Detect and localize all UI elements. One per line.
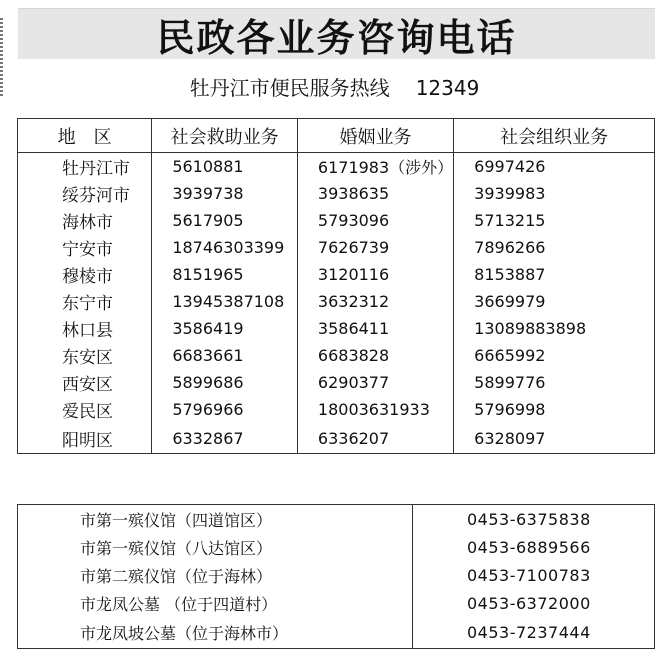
funeral-row — [18, 617, 655, 649]
table-row — [18, 315, 655, 342]
marriage-phone: 18003631933 — [297, 396, 453, 423]
marriage-phone: 3120116 — [297, 261, 453, 288]
table-row — [18, 342, 655, 369]
social-assistance-phone: 5610881 — [152, 153, 298, 181]
social-organization-phone: 8153887 — [454, 261, 655, 288]
funeral-place-name: 市龙凤公墓 （位于四道村） — [18, 589, 413, 617]
hotline-line — [0, 72, 669, 101]
social-assistance-phone: 3586419 — [152, 315, 298, 342]
marriage-phone: 3938635 — [297, 180, 453, 207]
funeral-phone: 0453-7100783 — [413, 561, 655, 589]
table-row — [18, 153, 655, 181]
table-header-row — [18, 119, 655, 153]
social-assistance-phone: 6332867 — [152, 423, 298, 454]
area-cell: 东安区 — [18, 342, 152, 369]
social-organization-phone: 3939983 — [454, 180, 655, 207]
social-assistance-phone: 8151965 — [152, 261, 298, 288]
area-cell: 穆棱市 — [18, 261, 152, 288]
marriage-phone: 7626739 — [297, 234, 453, 261]
marriage-phone: 6336207 — [297, 423, 453, 454]
marriage-phone: 5793096 — [297, 207, 453, 234]
page-title: 民政各业务咨询电话 — [156, 14, 517, 60]
funeral-phone: 0453-6889566 — [413, 533, 655, 561]
header-area: 地 区 — [18, 119, 152, 153]
funeral-place-name: 市第二殡仪馆（位于海林） — [18, 561, 413, 589]
social-assistance-phone: 5796966 — [152, 396, 298, 423]
marriage-phone: 3632312 — [297, 288, 453, 315]
table-row — [18, 423, 655, 454]
table-row — [18, 369, 655, 396]
area-cell: 海林市 — [18, 207, 152, 234]
funeral-row — [18, 561, 655, 589]
funeral-place-name: 市第一殡仪馆（八达馆区） — [18, 533, 413, 561]
area-cell: 牡丹江市 — [18, 153, 152, 181]
social-organization-phone: 5713215 — [454, 207, 655, 234]
funeral-phone: 0453-6375838 — [413, 505, 655, 534]
social-assistance-phone: 3939738 — [152, 180, 298, 207]
funeral-phone: 0453-6372000 — [413, 589, 655, 617]
funeral-row — [18, 589, 655, 617]
table-row — [18, 261, 655, 288]
funeral-place-name: 市龙凤坡公墓（位于海林市） — [18, 617, 413, 649]
funeral-phone: 0453-7237444 — [413, 617, 655, 649]
header-social-assistance: 社会救助业务 — [152, 119, 298, 153]
social-assistance-phone: 5899686 — [152, 369, 298, 396]
header-marriage: 婚姻业务 — [297, 119, 453, 153]
area-cell: 宁安市 — [18, 234, 152, 261]
title-banner — [18, 8, 655, 59]
funeral-place-name: 市第一殡仪馆（四道馆区） — [18, 505, 413, 534]
social-assistance-phone: 13945387108 — [152, 288, 298, 315]
area-cell: 西安区 — [18, 369, 152, 396]
area-cell: 爱民区 — [18, 396, 152, 423]
funeral-phone-table — [17, 504, 655, 649]
social-organization-phone: 6997426 — [454, 153, 655, 181]
social-organization-phone: 13089883898 — [454, 315, 655, 342]
table-row — [18, 234, 655, 261]
table-row — [18, 207, 655, 234]
funeral-row — [18, 505, 655, 534]
social-organization-phone: 7896266 — [454, 234, 655, 261]
social-assistance-phone: 6683661 — [152, 342, 298, 369]
marriage-phone: 3586411 — [297, 315, 453, 342]
funeral-row — [18, 533, 655, 561]
business-phone-table — [17, 118, 655, 454]
social-assistance-phone: 5617905 — [152, 207, 298, 234]
social-organization-phone: 5899776 — [454, 369, 655, 396]
hotline-label: 牡丹江市便民服务热线 — [189, 76, 390, 100]
table-row — [18, 180, 655, 207]
marriage-phone: 6290377 — [297, 369, 453, 396]
header-social-organization: 社会组织业务 — [454, 119, 655, 153]
area-cell: 林口县 — [18, 315, 152, 342]
marriage-phone: 6683828 — [297, 342, 453, 369]
social-organization-phone: 6328097 — [454, 423, 655, 454]
marriage-phone: 6171983（涉外） — [297, 153, 453, 181]
area-cell: 绥芬河市 — [18, 180, 152, 207]
hotline-number: 12349 — [415, 76, 480, 100]
social-organization-phone: 3669979 — [454, 288, 655, 315]
area-cell: 东宁市 — [18, 288, 152, 315]
social-organization-phone: 5796998 — [454, 396, 655, 423]
table-row — [18, 396, 655, 423]
table-row — [18, 288, 655, 315]
social-assistance-phone: 18746303399 — [152, 234, 298, 261]
area-cell: 阳明区 — [18, 423, 152, 454]
social-organization-phone: 6665992 — [454, 342, 655, 369]
